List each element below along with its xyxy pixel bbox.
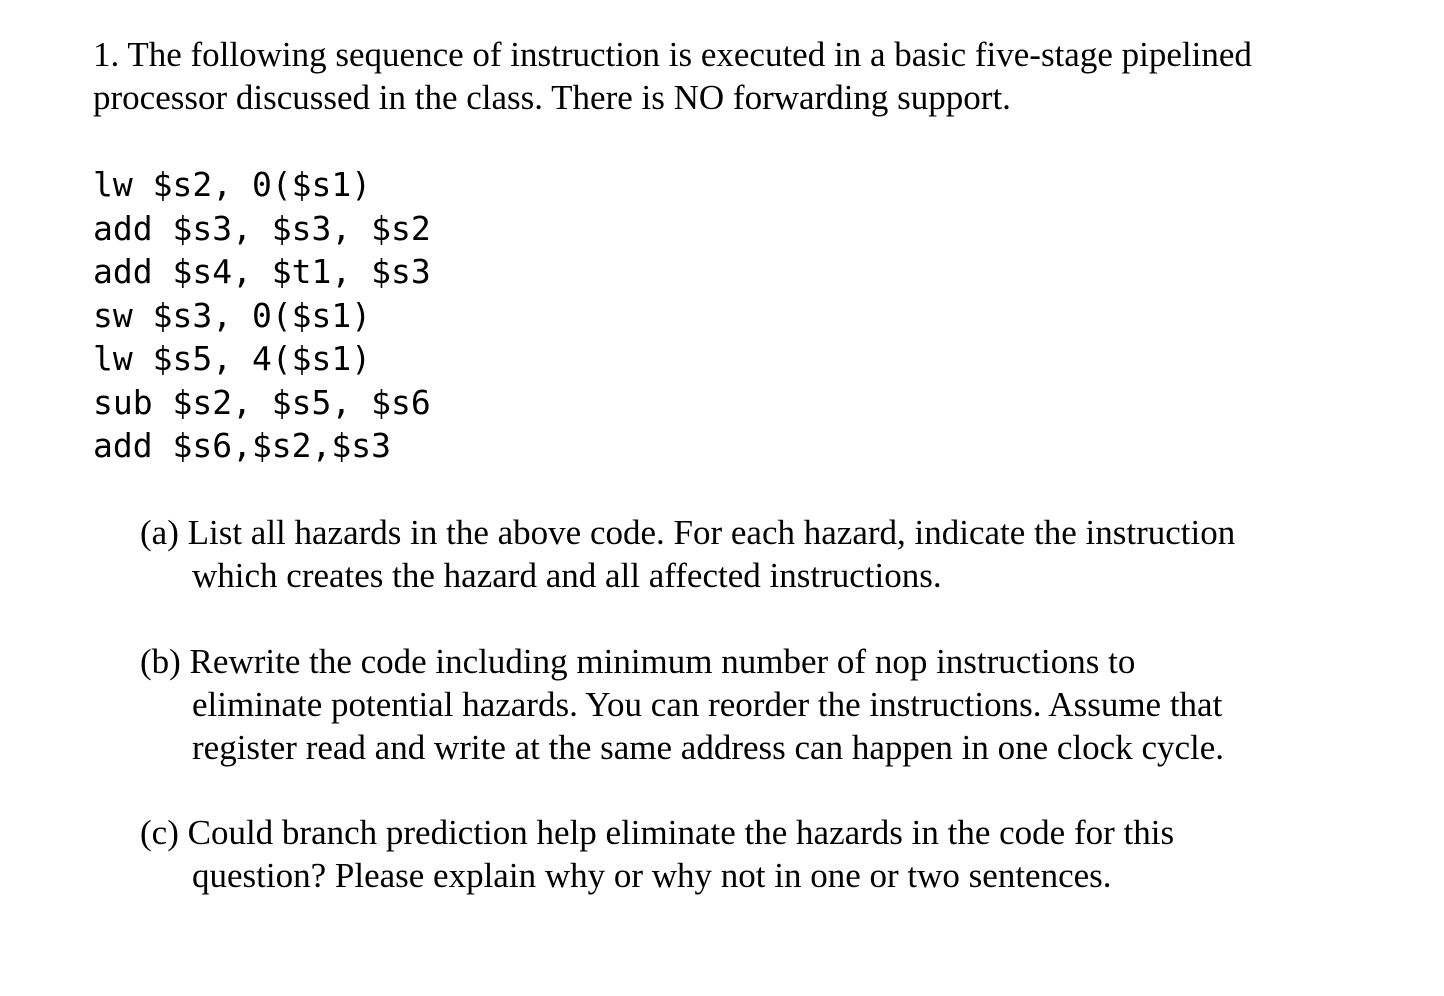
question-line: 1. The following sequence of instruction is executed in a basic five-stage pipelined <box>93 35 1252 74</box>
question-text <box>93 33 1393 119</box>
code-line: sub $s2, $s5, $s6 <box>93 382 431 422</box>
question-line: processor discussed in the class. There is NO forwarding support. <box>93 78 1011 117</box>
code-block <box>93 163 431 468</box>
code-line: add $s3, $s3, $s2 <box>93 208 431 248</box>
part-b <box>140 640 1390 769</box>
code-line: add $s4, $t1, $s3 <box>93 252 431 291</box>
part-c-line: (c) Could branch prediction help eliminate the hazards in the code for this <box>140 813 1175 852</box>
part-b-line: register read and write at the same address can happen in one clock cycle. <box>192 728 1225 767</box>
part-a-line: (a) List all hazards in the above code. For each hazard, indicate the instruction <box>140 513 1236 552</box>
part-a <box>140 511 1390 597</box>
part-b-line: (b) Rewrite the code including minimum number of nop instructions to <box>140 642 1136 681</box>
code-line: lw $s5, 4($s1) <box>93 339 372 378</box>
part-b-line: eliminate potential hazards. You can reorder the instructions. Assume that <box>192 685 1223 724</box>
code-line: add $s6,$s2,$s3 <box>93 426 392 465</box>
part-c <box>140 811 1390 897</box>
code-line: sw $s3, 0($s1) <box>93 295 372 335</box>
part-a-line: which creates the hazard and all affected instructions. <box>192 556 942 595</box>
part-c-line: question? Please explain why or why not in one or two sentences. <box>192 856 1112 895</box>
code-line: lw $s2, 0($s1) <box>93 165 372 204</box>
